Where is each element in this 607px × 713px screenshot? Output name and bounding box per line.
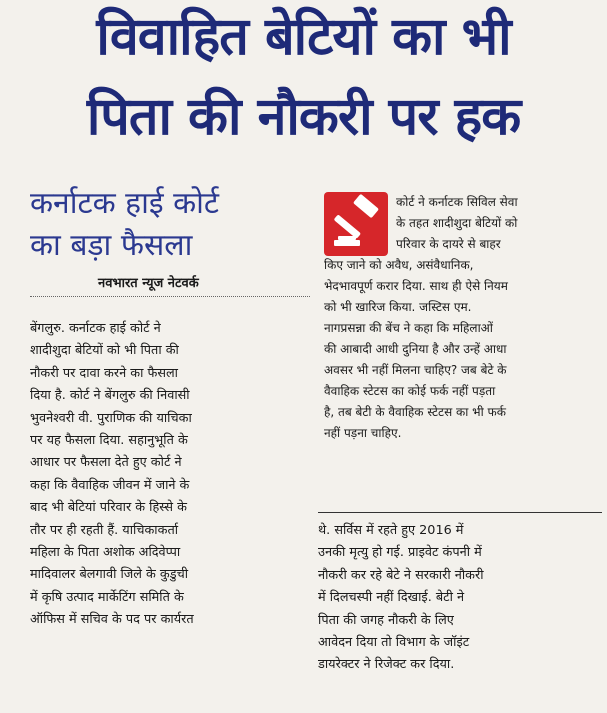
subheading-line-1: कर्नाटक हाई कोर्ट	[30, 186, 220, 221]
byline-agency: नवभारत न्यूज नेटवर्क	[98, 276, 199, 291]
gavel-icon	[324, 192, 388, 256]
text-line: कहा कि वैवाहिक जीवन में जाने के	[30, 477, 190, 493]
text-line: किए जाने को अवैध, असंवैधानिक,	[324, 258, 474, 272]
text-line: में दिलचस्पी नहीं दिखाई. बेटी ने	[318, 590, 465, 606]
text-line: भेदभावपूर्ण करार दिया. साथ ही ऐसे नियम	[324, 279, 508, 293]
text-line: पर यह फैसला दिया. सहानुभूति के	[30, 433, 188, 449]
dotted-divider	[30, 296, 310, 297]
text-line: बेंगलुरु. कर्नाटक हाई कोर्ट ने	[30, 321, 161, 336]
text-line: नौकरी कर रहे बेटे ने सरकारी नौकरी	[318, 567, 484, 583]
text-line: के तहत शादीशुदा बेटियों को	[396, 216, 518, 230]
text-line: आवेदन दिया तो विभाग के जॉइंट	[318, 635, 470, 651]
text-line: नहीं पड़ना चाहिए.	[324, 426, 402, 440]
text-line: को भी खारिज किया. जस्टिस एम.	[324, 300, 472, 314]
text-line: डायरेक्टर ने रिजेक्ट कर दिया.	[318, 657, 455, 673]
text-line: नागप्रसन्ना की बेंच ने कहा कि महिलाओं	[324, 321, 493, 335]
sidebar-box-top	[396, 192, 596, 255]
text-line: वैवाहिक स्टेटस का कोई फर्क नहीं पड़ता	[324, 384, 496, 398]
left-column	[30, 318, 312, 632]
text-line: परिवार के दायरे से बाहर	[396, 237, 501, 251]
text-line: थे. सर्विस में रहते हुए 2016 में	[318, 523, 464, 538]
text-line: कोर्ट ने कर्नाटक सिविल सेवा	[396, 195, 518, 209]
headline-line-1: विवाहित बेटियों का भी	[96, 7, 511, 67]
text-line: आधार पर फैसला देते हुए कोर्ट ने	[30, 455, 182, 471]
text-line: महिला के पिता अशोक अदिवेप्पा	[30, 545, 181, 561]
text-line: दिया है. कोर्ट ने बेंगलुरु की निवासी	[30, 388, 190, 404]
sidebar-box-body	[324, 255, 596, 444]
text-line: में कृषि उत्पाद मार्केटिंग समिति के	[30, 589, 184, 605]
text-line: शादीशुदा बेटियों को भी पिता की	[30, 343, 179, 359]
section-divider	[318, 512, 602, 513]
text-line: उनकी मृत्यु हो गई. प्राइवेट कंपनी में	[318, 545, 482, 561]
text-line: बाद भी बेटियां परिवार के हिस्से के	[30, 500, 187, 516]
text-line: ऑफिस में सचिव के पद पर कार्यरत	[30, 612, 194, 628]
subheading-line-2: का बड़ा फैसला	[30, 228, 193, 263]
text-line: अवसर भी नहीं मिलना चाहिए? जब बेटे के	[324, 363, 507, 377]
text-line: पिता की जगह नौकरी के लिए	[318, 612, 454, 628]
text-line: मादिवालर बेलगावी जिले के कुडुची	[30, 567, 189, 583]
text-line: तौर पर ही रहती हैं. याचिकाकर्ता	[30, 522, 179, 538]
right-column	[318, 520, 600, 677]
text-line: भुवनेश्वरी वी. पुराणिक की याचिका	[30, 410, 192, 426]
text-line: है, तब बेटी के वैवाहिक स्टेटस का भी फर्क	[324, 405, 506, 419]
text-line: नौकरी पर दावा करने का फैसला	[30, 365, 178, 381]
headline-line-2: पिता की नौकरी पर हक	[86, 87, 521, 147]
text-line: की आबादी आधी दुनिया है और उन्हें आधा	[324, 342, 507, 356]
